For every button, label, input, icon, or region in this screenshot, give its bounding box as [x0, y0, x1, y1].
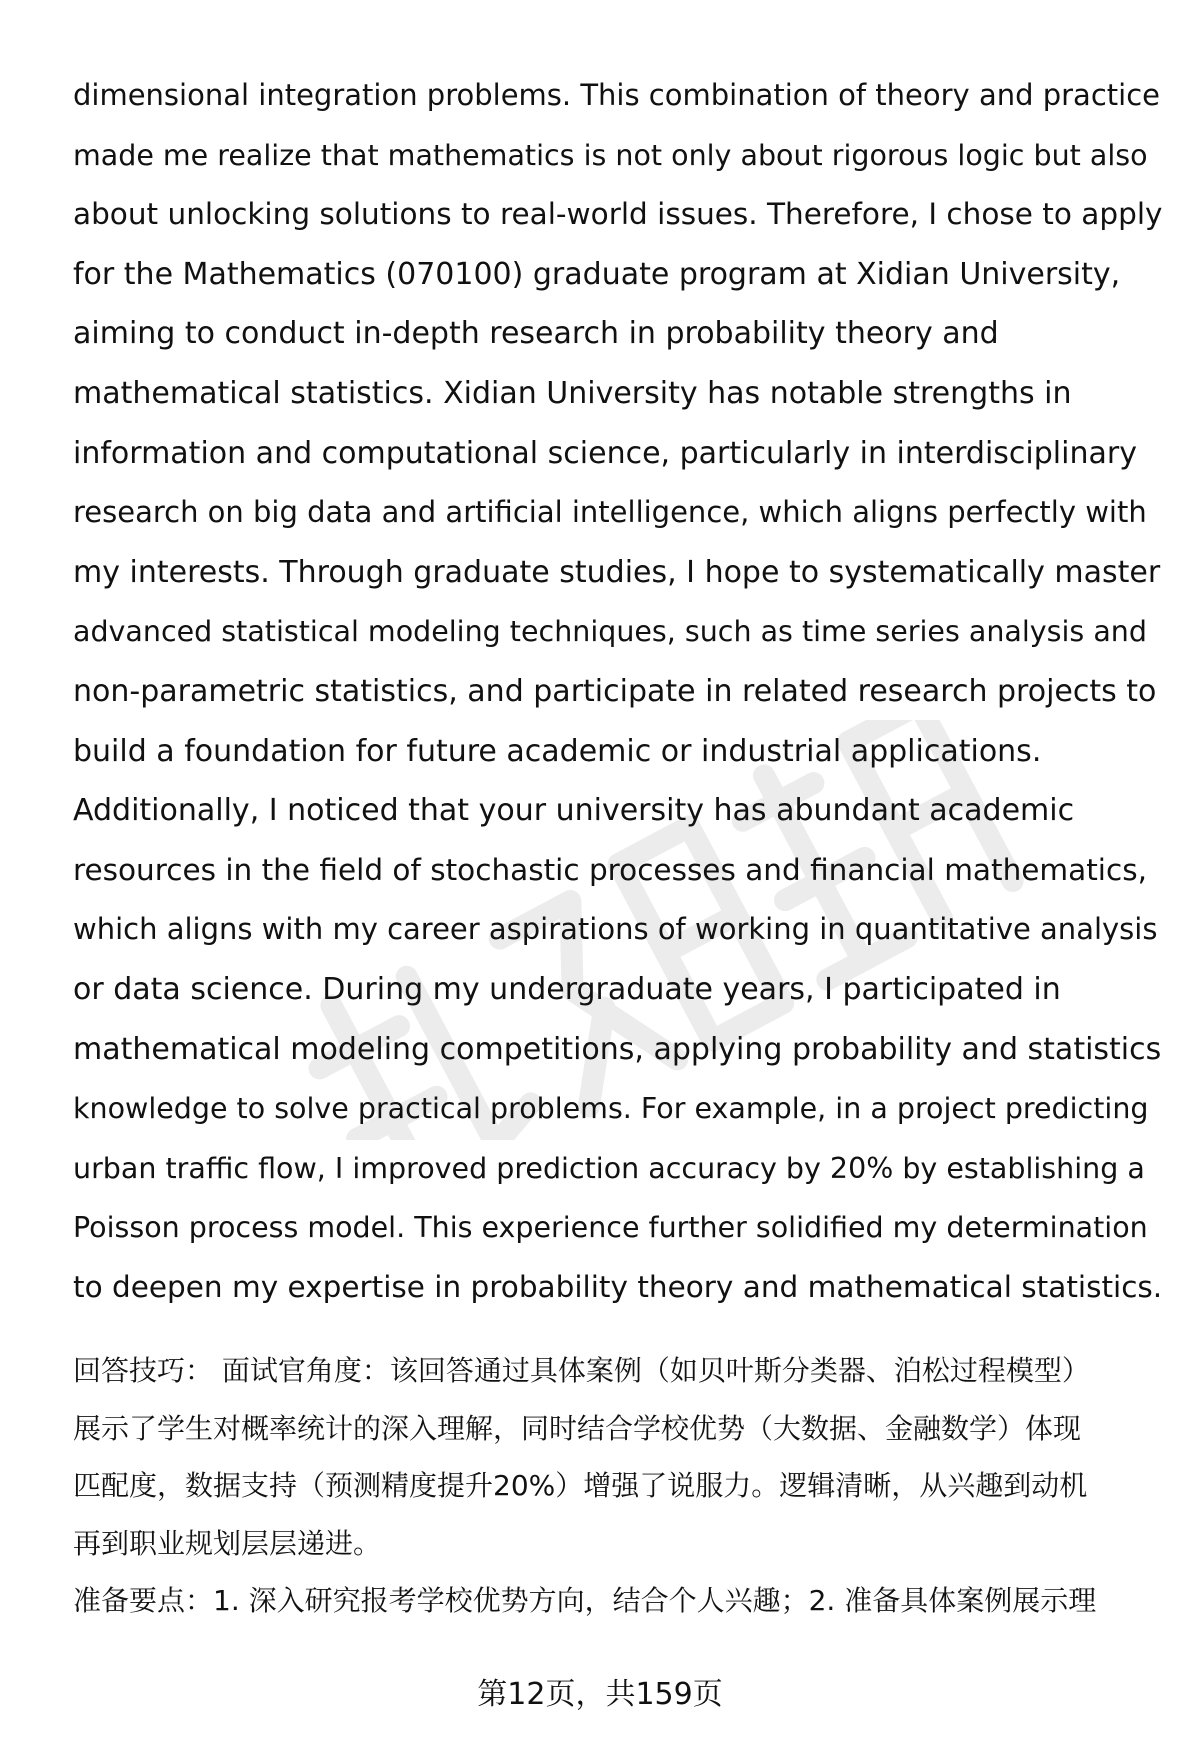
body-line: advanced statistical modeling techniques, such as time series analysis and: [73, 615, 1147, 649]
body-line: urban traffic flow, I improved prediction accuracy by 20% by establishing a: [73, 1151, 1145, 1185]
body-line: about unlocking solutions to real-world issues. Therefore, I chose to apply: [73, 197, 1163, 232]
body-line: my interests. Through graduate studies, I hope to systematically master: [73, 554, 1161, 590]
body-line: or data science. During my undergraduate years, I participated in: [73, 971, 1061, 1007]
tips-line: 回答技巧： 面试官角度：该回答通过具体案例（如贝叶斯分类器、泊松过程模型）: [73, 1354, 1090, 1387]
body-line: Poisson process model. This experience further solidified my determination: [73, 1211, 1148, 1245]
body-line: research on big data and artificial intelligence, which aligns perfectly with: [73, 495, 1147, 530]
body-line: information and computational science, particularly in interdisciplinary: [73, 435, 1137, 471]
body-line: Additionally, I noticed that your university has abundant academic: [73, 793, 1075, 829]
body-line: mathematical modeling competitions, applying probability and statistics: [73, 1031, 1162, 1067]
answer-tips: [73, 1342, 1163, 1630]
body-line: for the Mathematics (070100) graduate program at Xidian University,: [73, 256, 1121, 292]
tips-line: 匹配度，数据支持（预测精度提升20%）增强了说服力。逻辑清晰，从兴趣到动机: [73, 1469, 1088, 1502]
body-line: aiming to conduct in-depth research in probability theory and: [73, 316, 999, 352]
prep-points-line: 准备要点：1. 深入研究报考学校优势方向，结合个人兴趣；2. 准备具体案例展示理: [73, 1584, 1097, 1617]
tips-line: 再到职业规划层层递进。: [73, 1526, 382, 1560]
body-line: non-parametric statistics, and participate in related research projects to: [73, 673, 1157, 709]
body-line: made me realize that mathematics is not only about rigorous logic but also: [73, 138, 1148, 172]
body-line: mathematical statistics. Xidian University has notable strengths in: [73, 375, 1072, 411]
answer-body: [73, 66, 1163, 1317]
body-line: which aligns with my career aspirations of working in quantitative analysis: [73, 912, 1158, 947]
page-number: 第12页，共159页: [477, 1677, 723, 1712]
body-line: to deepen my expertise in probability theory and mathematical statistics.: [73, 1269, 1163, 1304]
body-line: build a foundation for future academic or industrial applications.: [73, 733, 1042, 769]
body-line: knowledge to solve practical problems. For example, in a project predicting: [73, 1092, 1149, 1126]
body-line: dimensional integration problems. This combination of theory and practice: [73, 78, 1160, 112]
body-line: resources in the field of stochastic processes and financial mathematics,: [73, 852, 1147, 887]
tips-line: 展示了学生对概率统计的深入理解，同时结合学校优势（大数据、金融数学）体现: [73, 1411, 1082, 1445]
